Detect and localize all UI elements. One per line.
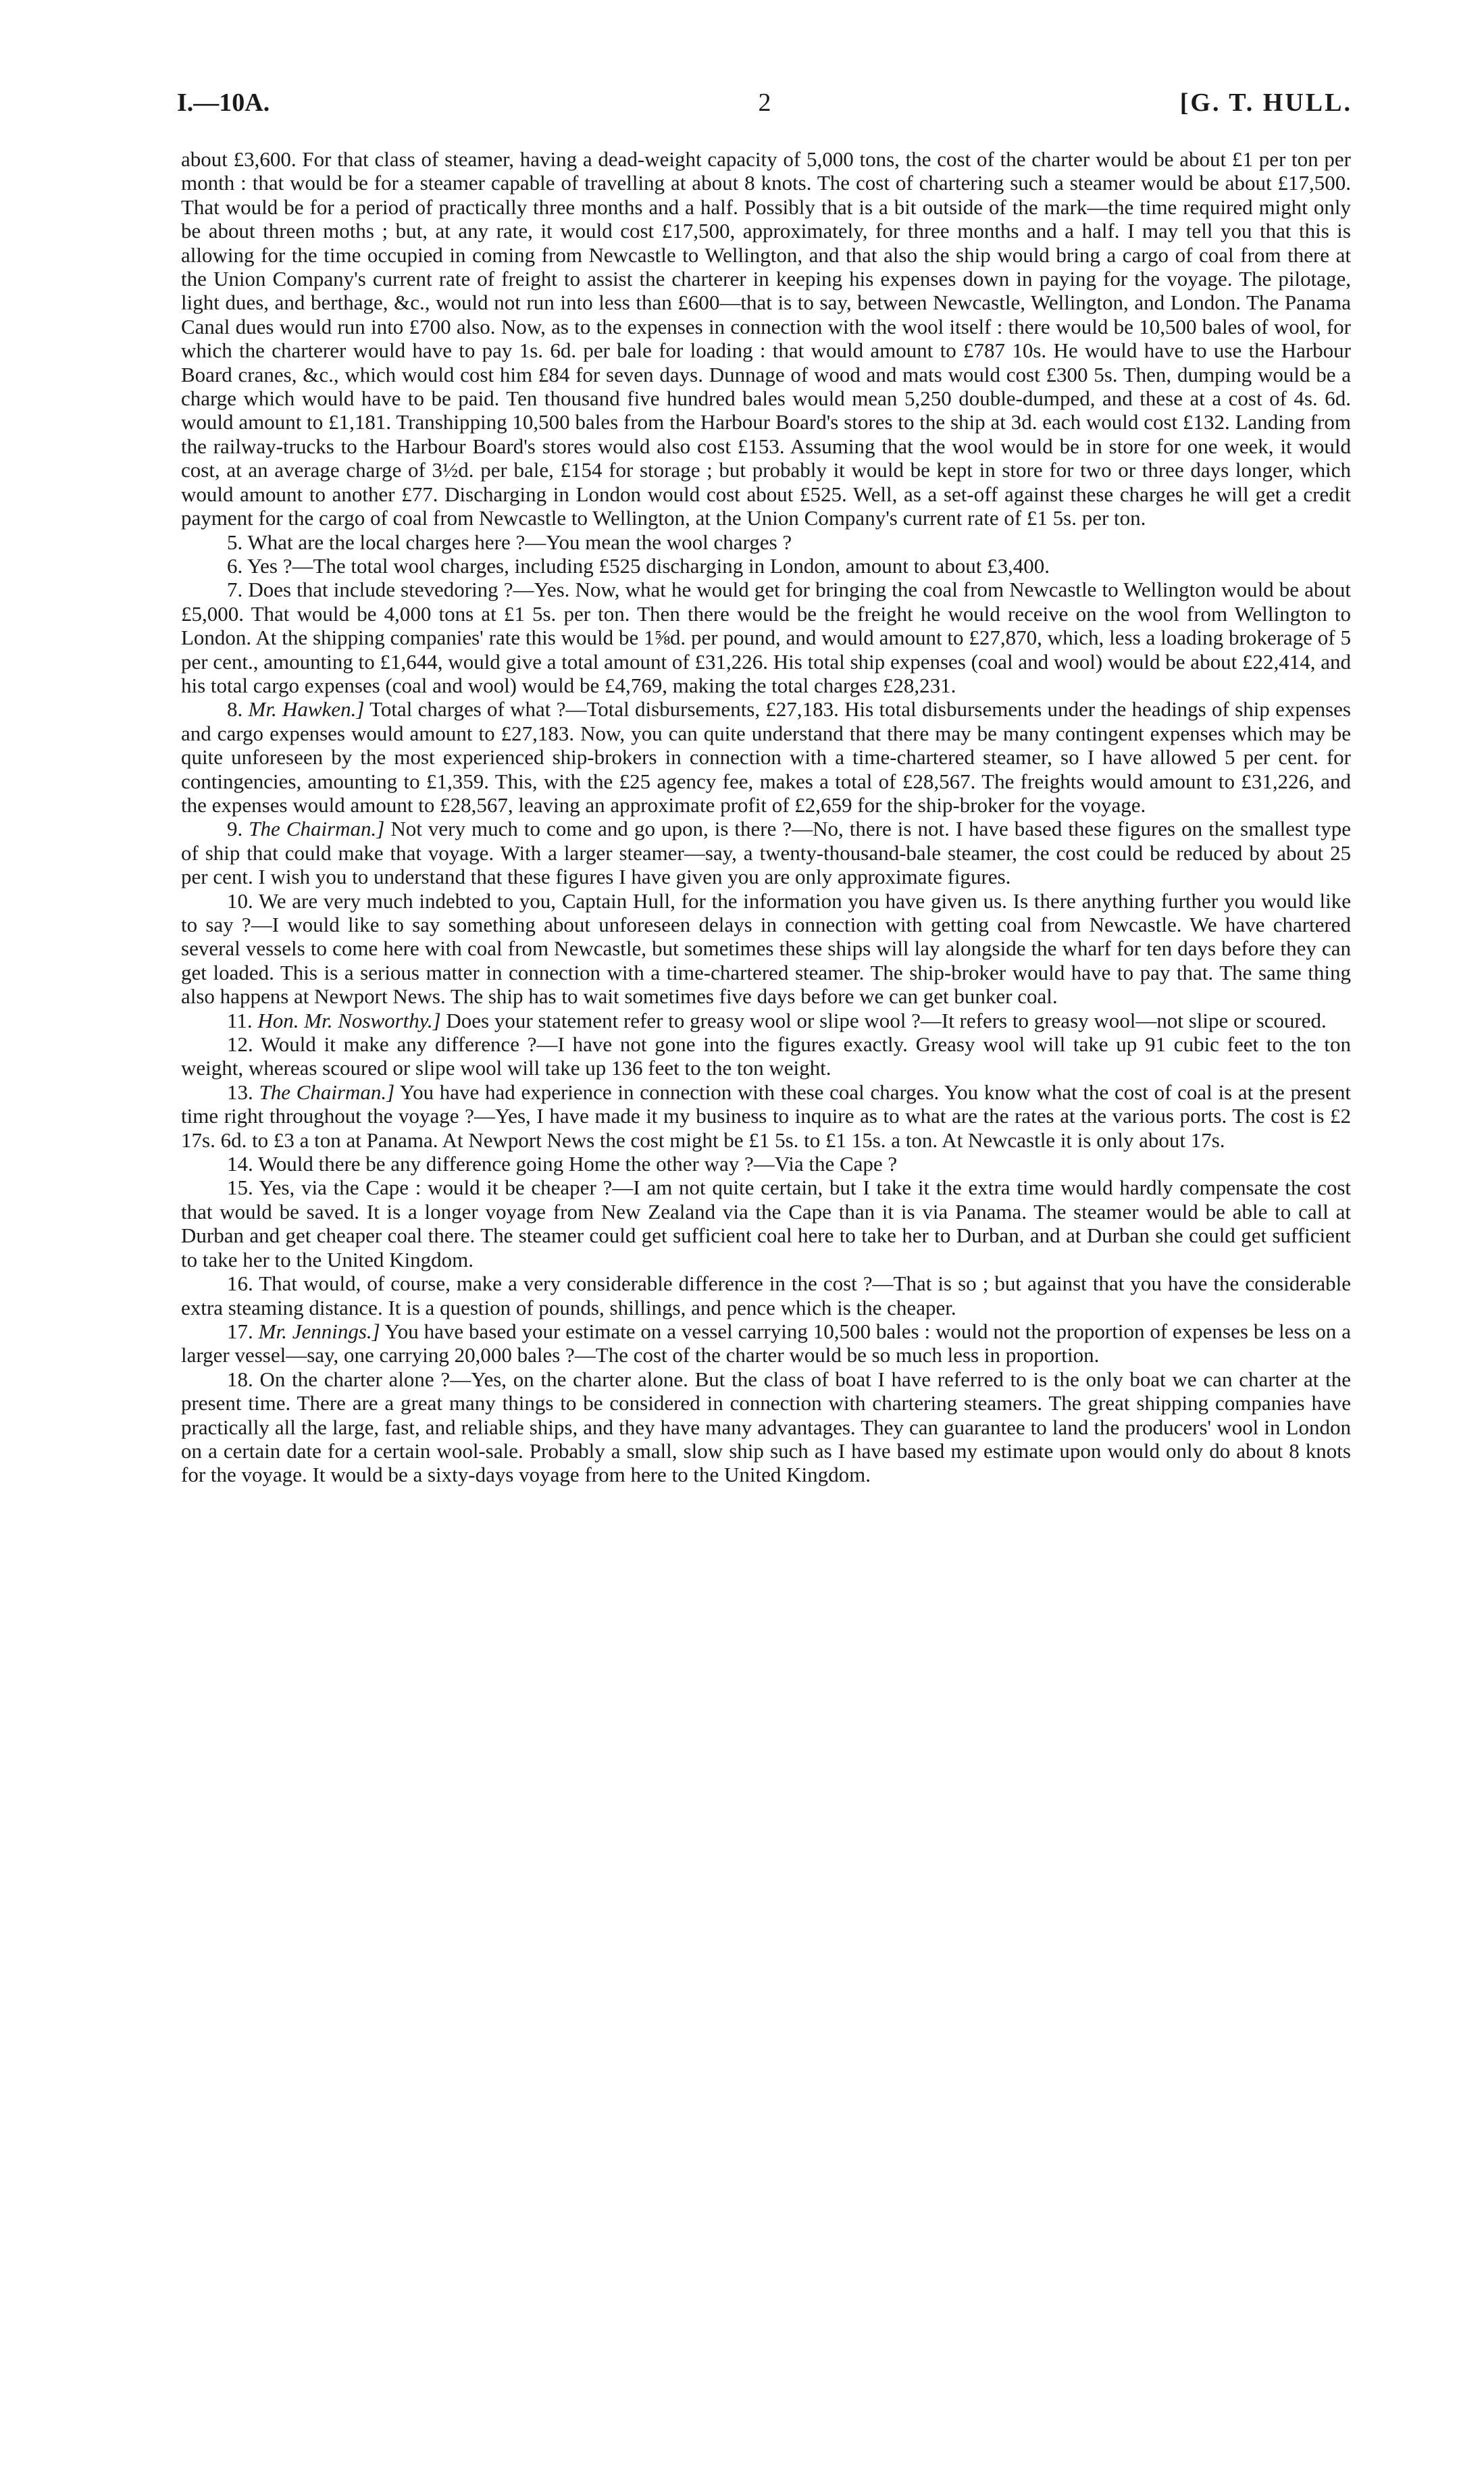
speaker-name: Mr. Jennings.] xyxy=(258,1319,380,1343)
paper-reference: I.—10A. xyxy=(177,89,270,117)
document-body xyxy=(181,147,1351,1487)
question-6: 6. Yes ?—The total wool charges, including £525 discharging in London, amount to about £3,400. xyxy=(227,553,1050,578)
question-10: 10. We are very much indebted to you, Captain Hull, for the information you have given us. Is there anything further you would like to say ?—I would like to say something about unforeseen delays in connection with getting coal from Newcastle. We have chartered several vessels to come here with coal from Newcastle, but sometimes these ships will lay alongside the wharf for ten days before they can get loaded. This is a serious matter in connection with a time-chartered steamer. The ship-broker would have to pay that. The same thing also happens at Newport News. The ship has to wait sometimes five days before we can get bunker coal. xyxy=(181,888,1351,1009)
page-header xyxy=(177,88,1352,128)
speaker-name: The Chairman.] xyxy=(249,817,385,841)
question-17: 17. Mr. Jennings.] You have based your estimate on a vessel carrying 10,500 bales : would not the proportion of expenses be less on a larger vessel—say, one carrying 20,000 bales ?—The cost of the charter would be so much less in proportion. xyxy=(181,1319,1351,1367)
question-16: 16. That would, of course, make a very considerable difference in the cost ?—That is so ; but against that you have the considerable extra steaming distance. It is a question of pounds, shillings, and pence which is the cheaper. xyxy=(181,1272,1351,1319)
question-9: 9. The Chairman.] Not very much to come and go upon, is there ?—No, there is not. I have based these figures on the smallest type of ship that could make that voyage. With a larger steamer—say, a twenty-thousand-bale steamer, the cost could be reduced by about 25 per cent. I wish you to understand that these figures I have given you are only approximate figures. xyxy=(181,817,1352,889)
paragraph-continuation: about £3,600. For that class of steamer, having a dead-weight capacity of 5,000 tons, the cost of the charter would be about £1 per ton per month : that would be for a steamer capable of travelling at about 8 knots. The cost of chartering such a steamer would be about £17,500. That would be for a period of practically three months and a half. Possibly that is a bit outside of the mark—the time required might only be about threen moths ; but, at any rate, it would cost £17,500, approximately, for three months and a half. I may tell you that this is allowing for the time occupied in coming from Newcastle to Wellington, and that also the ship would bring a cargo of coal from there at the Union Company's current rate of freight to assist the charterer in keeping his expenses down in paying for the voyage. The pilotage, light dues, and berthage, &c., would not run into less than £600—that is to say, between Newcastle, Wellington, and London. The Panama Canal dues would run into £700 also. Now, as to the expenses in connection with the wool itself : there would be 10,500 bales of wool, for which the charterer would have to pay 1s. 6d. per bale for loading : that would amount to £787 10s. He would have to use the Harbour Board cranes, &c., which would cost him £84 for seven days. Dunnage of wood and mats would cost £300 5s. Then, dumping would be a charge which would have to be paid. Ten thousand five hundred bales would mean 5,250 double-dumped, and these at a cost of 4s. 6d. would amount to £1,181. Transhipping 10,500 bales from the Harbour Board's stores to the ship at 3d. each would cost £132. Landing from the railway-trucks to the Harbour Board's stores would also cost £153. Assuming that the wool would be in store for one week, it would cost, at an average charge of 3½d. per bale, £154 for storage ; but probably it would be kept in store for two or three days longer, which would amount to another £77. Discharging in London would cost about £525. Well, as a set-off against these charges he will get a credit payment for the cargo of coal from Newcastle to Wellington, at the Union Company's current rate of £1 5s. per ton. xyxy=(181,147,1351,530)
speaker-name: The Chairman.] xyxy=(259,1080,395,1104)
question-13: 13. The Chairman.] You have had experience in connection with these coal charges. You know what the cost of coal is at the present time right throughout the voyage ?—Yes, I have made it my business to inquire as to what are the rates at the various ports. The cost is £2 17s. 6d. to £3 a ton at Panama. At Newport News the cost might be £1 5s. to £1 15s. a ton. At Newcastle it is only about 17s. xyxy=(181,1080,1352,1152)
question-12: 12. Would it make any difference ?—I have not gone into the figures exactly. Greasy wool will take up 91 cubic feet to the ton weight, whereas scoured or slipe wool will take up 136 feet to the ton weight. xyxy=(181,1032,1351,1080)
witness-name: [G. T. HULL. xyxy=(1179,89,1352,117)
question-14: 14. Would there be any difference going Home the other way ?—Via the Cape ? xyxy=(227,1152,898,1176)
page-number: 2 xyxy=(758,89,771,117)
question-11: 11. Hon. Mr. Nosworthy.] Does your statement refer to greasy wool or slipe wool ?—It refers to greasy wool—not slipe or scoured. xyxy=(227,1008,1327,1032)
question-7: 7. Does that include stevedoring ?—Yes. Now, what he would get for bringing the coal from Newcastle to Wellington would be about £5,000. That would be 4,000 tons at £1 5s. per ton. Then there would be the freight he would receive on the wool from Wellington to London. At the shipping companies' rate this would be 1⅝d. per pound, and would amount to £27,870, which, less a loading brokerage of 5 per cent., amounting to £1,644, would give a total amount of £31,226. His total ship expenses (coal and wool) would be about £22,414, and his total cargo expenses (coal and wool) would be £4,769, making the total charges £28,231. xyxy=(181,578,1351,697)
speaker-name: Hon. Mr. Nosworthy.] xyxy=(257,1008,441,1032)
question-15: 15. Yes, via the Cape : would it be cheaper ?—I am not quite certain, but I take it the extra time would hardly compensate the cost that would be saved. It is a longer voyage from New Zealand via the Cape than it is via Panama. The steamer would be able to call at Durban and get cheaper coal there. The steamer could get sufficient coal here to take her to Durban, and at Durban she could get sufficient to take her to the United Kingdom. xyxy=(181,1176,1351,1272)
question-5: 5. What are the local charges here ?—You mean the wool charges ? xyxy=(227,530,792,554)
question-18: 18. On the charter alone ?—Yes, on the charter alone. But the class of boat I have referred to is the only boat we can charter at the present time. There are a great many things to be considered in connection with chartering steamers. The great shipping companies have practically all the large, fast, and reliable ships, and they have many advantages. They can guarantee to land the producers' wool in London on a certain date for a certain wool-sale. Probably a small, slow ship such as I have based my estimate upon would only do about 8 knots for the voyage. It would be a sixty-days voyage from here to the United Kingdom. xyxy=(181,1367,1351,1487)
speaker-name: Mr. Hawken.] xyxy=(248,697,365,722)
question-8: 8. Mr. Hawken.] Total charges of what ?—Total disbursements, £27,183. His total disbursements under the headings of ship expenses and cargo expenses would amount to £27,183. Now, you can quite understand that there may be many contingent expenses which may be quite unforeseen by the most experienced ship-brokers in connection with a time-chartered steamer, so I have allowed 5 per cent. for contingencies, amounting to £1,359. This, with the £25 agency fee, makes a total of £28,567. The freights would amount to £31,226, and the expenses would amount to £28,567, leaving an approximate profit of £2,659 for the ship-broker for the voyage. xyxy=(181,697,1351,817)
